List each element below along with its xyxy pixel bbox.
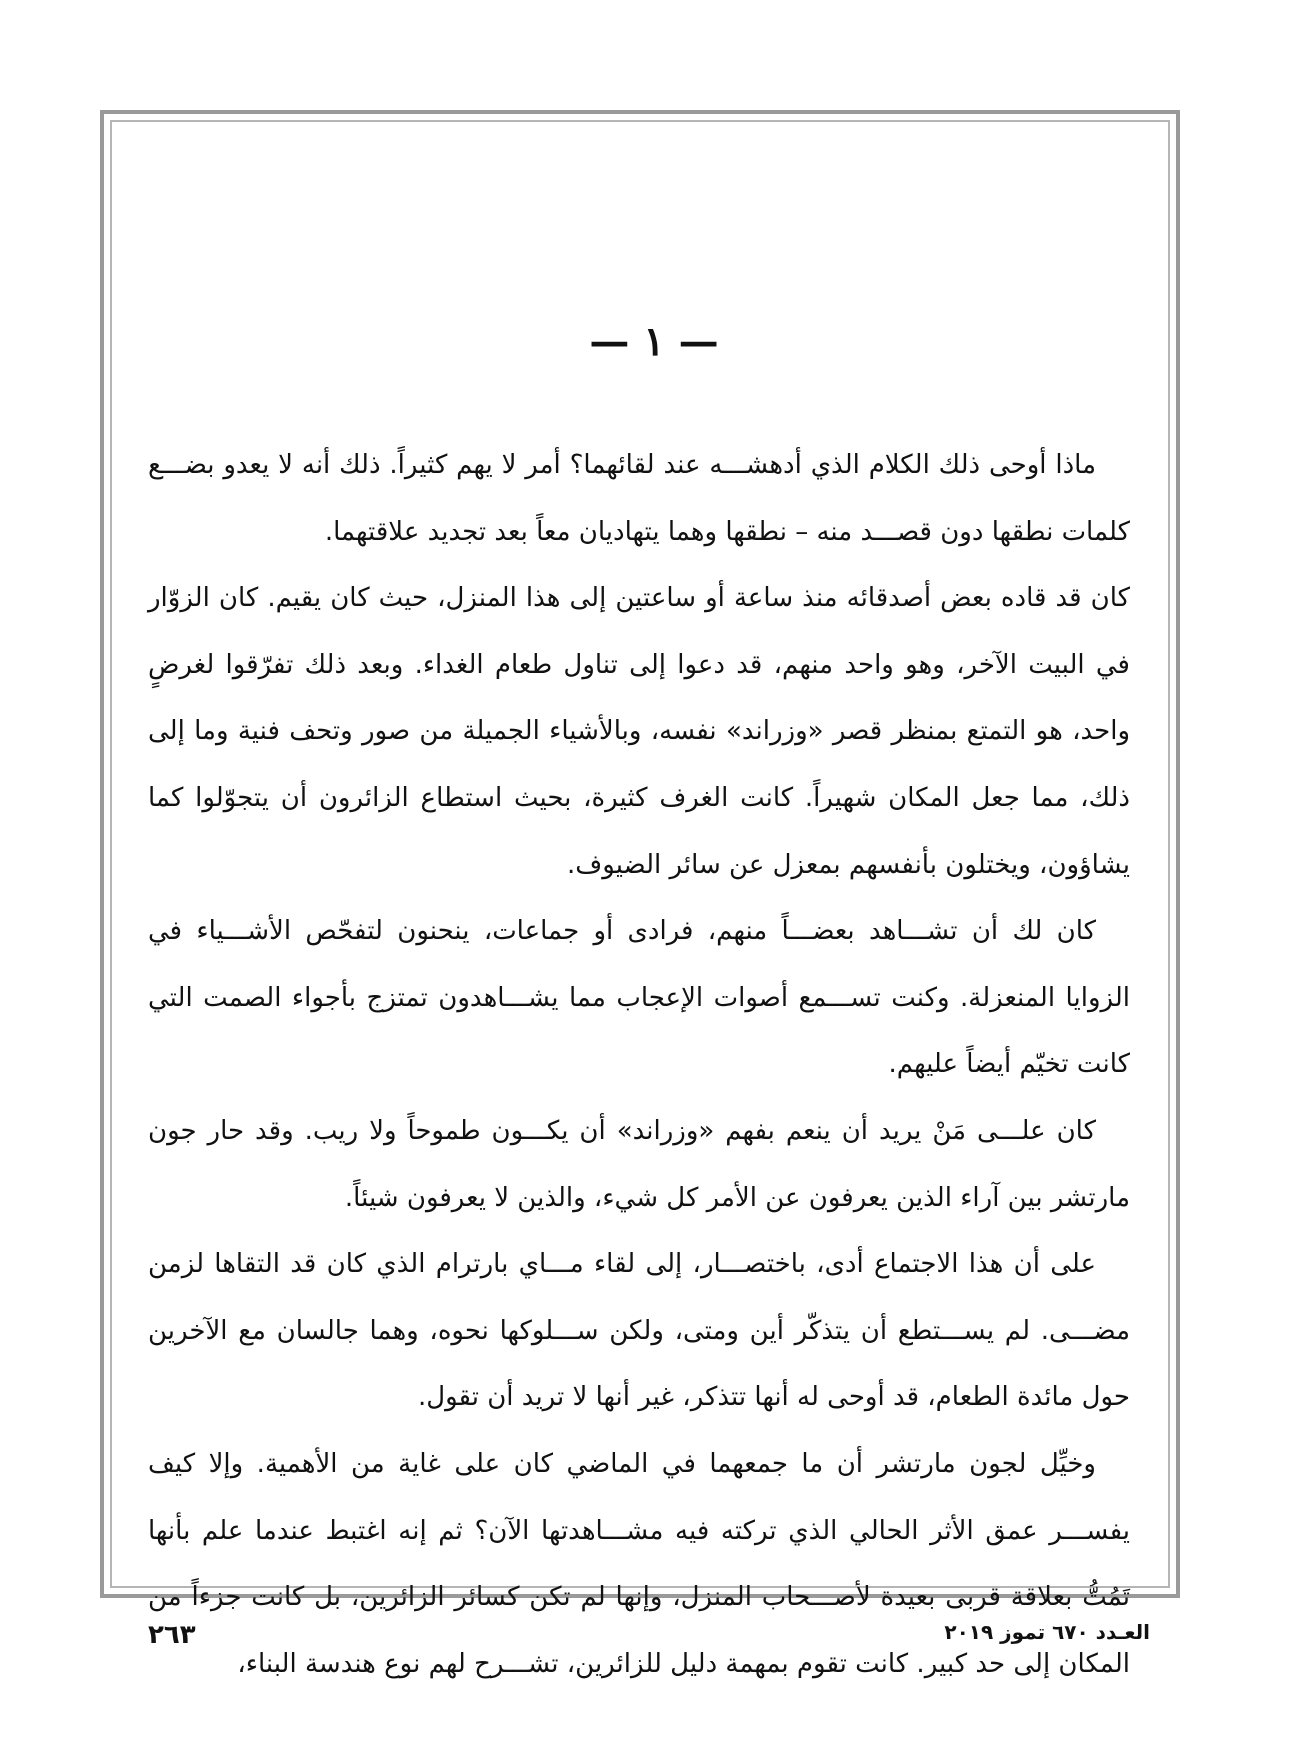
- body-text: [148, 432, 1130, 1697]
- paragraph: كان علـــى مَنْ يريد أن ينعم بفهم «وزراند» أن يكـــون طموحاً ولا ريب. وقد حار جون مارتشر بين آراء الذين يعرفون عن الأمر كل شيء، والذين لا يعرفون شيئاً.: [148, 1115, 1130, 1213]
- paragraph: كان لك أن تشـــاهد بعضـــاً منهم، فرادى أو جماعات، ينحنون لتفحّص الأشـــياء في الزوايا المنعزلة. وكنت تســـمع أصوات الإعجاب مما يشـــاهدون تمتزج بأجواء الصمت التي كانت تخيّم أيضاً عليهم.: [148, 916, 1130, 1080]
- page-number: ٢٦٣: [148, 1620, 196, 1650]
- issue-info: العـدد ٦٧٠ تموز ٢٠١٩: [944, 1620, 1150, 1644]
- paragraph: كان قد قاده بعض أصدقائه منذ ساعة أو ساعتين إلى هذا المنزل، حيث كان يقيم. كان الزوّار في البيت الآخر، وهو واحد منهم، قد دعوا إلى تناول طعام الغداء. وبعد ذلك تفرّقوا لغرضٍ واحد، هو التمتع بمنظر قصر «وزراند» نفسه، وبالأشياء الجميلة من صور وتحف فنية وما إلى ذلك، مما جعل المكان شهيراً. كانت الغرف كثيرة، بحيث استطاع الزائرون أن يتجوّلوا كما يشاؤون، ويختلون بأنفسهم بمعزل عن سائر الضيوف.: [148, 583, 1130, 880]
- paragraph: ماذا أوحى ذلك الكلام الذي أدهشـــه عند لقائهما؟ أمر لا يهم كثيراً. ذلك أنه لا يعدو بضـــع كلمات نطقها دون قصـــد منه – نطقها وهما يتهاديان معاً بعد تجديد علاقتهما.: [148, 450, 1130, 547]
- paragraph: على أن هذا الاجتماع أدى، باختصـــار، إلى لقاء مـــاي بارترام الذي كان قد التقاها لزمن مضـــى. لم يســـتطع أن يتذكّر أين ومتى، ولكن ســـلوكها نحوه، وهما جالسان مع الآخرين حول مائدة الطعام، قد أوحى له أنها تتذكر، غير أنها لا تريد أن تقول.: [148, 1249, 1130, 1413]
- chapter-number: — ١ —: [589, 318, 719, 365]
- paragraph: وخيِّل لجون مارتشر أن ما جمعهما في الماضي كان على غاية من الأهمية. وإلا كيف يفســـر عمق الأثر الحالي الذي تركته فيه مشـــاهدتها الآن؟ ثم إنه اغتبط عندما علم بأنها تَمُتُّ بعلاقة قربى بعيدة لأصـــحاب المنزل، وإنها لم تكن كسائر الزائرين، بل كانت جزءاً من المكان إلى حد كبير. كانت تقوم بمهمة دليل للزائرين، تشـــرح لهم نوع هندسة البناء،: [148, 1448, 1130, 1679]
